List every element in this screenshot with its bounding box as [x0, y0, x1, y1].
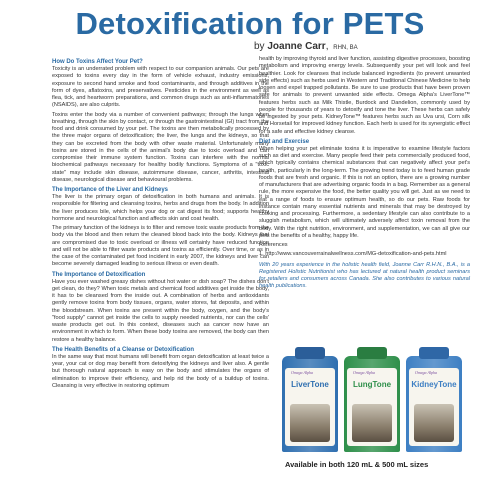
paragraph: In the same way that most humans will benefit from organ detoxification at least twice a year, your cat or dog may benefit from detoxifying the kidneys and liver also. A gentle but thorough natural approach is easy on the body and stimulates the organs of elimination to improve their efficiency, and help rid the body of a buildup of toxins. Cleansing is very effective in restoring optimum [52, 353, 269, 389]
bottle-label [409, 368, 459, 446]
section-heading: Diet and Exercise [259, 138, 310, 145]
brand-logo: Omega Alpha [291, 370, 314, 375]
paragraph: Toxins enter the body via a number of convenient pathways; through the lungs when breathing, through the skin by contact, or through the gastrointestinal (GI) tract from the food and drink consumed by your pet. The toxins are then metabolically processed by the three major organs of detoxification; the liver, the lungs and the kidneys, so that they can be excreted from the body with other waste material. Unfortunately many toxins are stored in the cells of the animal's body due to toxic overload and can compromise their immune system function. Toxins can interfere with the normal biochemical pathways necessary for healthy bodily functions. Symptoms of a "toxic state" may include skin disease, autoimmune disease, cancer, arthritis, intestinal disease, neurological disease and behavioural problems. [52, 111, 269, 183]
pet-image [352, 404, 392, 442]
byline-prefix: by [254, 41, 265, 52]
right-column [259, 56, 470, 293]
product-name: LiverTone [291, 380, 329, 389]
lungtone-bottle [344, 356, 400, 452]
section-heading: The Importance of Detoxification [52, 271, 146, 278]
pet-image [290, 404, 330, 442]
reference-link[interactable]: 1. http://www.vancouverrainalwellness.com/MG-detoxification-and-pets.html [259, 251, 447, 258]
brand-logo: Omega Alpha [353, 370, 376, 375]
product-name: KidneyTone [411, 380, 457, 389]
product-name: LungTone [352, 380, 392, 389]
bottle-label [285, 368, 335, 446]
livertone-bottle [282, 356, 338, 452]
brand-logo: Omega Alpha [415, 370, 438, 375]
section-heading: The Importance of the Liver and Kidneys [52, 187, 169, 193]
author-credentials: RHN, BA [333, 45, 358, 51]
kidneytone-bottle [406, 356, 462, 452]
byline: by Joanne Carr, RHN, BA [254, 41, 358, 52]
paragraph: Have you ever washed greasy dishes without hot water or dish soap? The dishes don't get clean, do they? When toxic metals and chemical food additives get inside the body, it has to be cleansed from the inside out. A combination of herbs and antioxidants gently remove toxins from body tissues, organs, water stores, fat deposits, and within the bloodstream. When toxins are present within the body, oxygen, and the body's "food supply" cannot get inside the cells to supply needed nutrients, nor can the cells' waste products get out. In this context, diseases such as cancer now have an environment in which to form. When these body toxins are removed, the body can then restore a healthy balance. [52, 278, 269, 343]
bottle-cap [357, 347, 387, 359]
left-column [52, 56, 269, 392]
article-title: Detoxification for PETS [75, 6, 425, 41]
author-bio: With 20 years experience in the holistic health field, Joanne Carr R.H.N., B.A., is a Registered Holistic Nutritionist who has lectured at natural health product seminars for retailers and consumers across Canada. She also contributes to various natural health publications. [259, 261, 470, 290]
pet-image [414, 404, 454, 442]
availability-caption: Available in both 120 mL & 500 mL sizes [285, 460, 429, 469]
bottle-cap [419, 347, 449, 359]
references-heading: References [259, 242, 288, 248]
author-name: Joanne Carr [267, 41, 326, 52]
product-photo [268, 346, 468, 452]
section-heading: How Do Toxins Affect Your Pet? [52, 59, 143, 65]
bottle-cap [295, 347, 325, 359]
bottle-label [347, 368, 397, 446]
paragraph: When helping your pet eliminate toxins it is imperative to examine lifestyle factors such as diet and exercise. Many people feed their pets commercially produced food, which typically contains chemical substances that can negatively affect your pet's health, particularly in the long-term. The growing trend today is to feed human grade foods that are fresh and organic. If this is not an option, there are a growing number of manufacturers that are advertising organic foods in a bag. Remember as a general rule, the more expensive the food, the better quality you will get. Just as we need to eat a range of foods to ensure optimum health, so do our pets. Raw foods for instance contain many essential nutrients and minerals that may be destroyed by cooking and processing. Furthermore, a sedentary lifestyle can also contribute to a sluggish metabolism, which will ultimately adversely affect toxin removal from the body. With the right nutrition, environment, and supplementation, we can all give our pets the benefits of a healthy, happy life. [259, 145, 470, 239]
paragraph: The primary function of the kidneys is to filter and remove toxic waste products from the body via the blood and then return the cleaned blood back into the body. Kidneys that are compromised due to toxic overload or illness will certainly have reduced function and will not be able to filter waste products and toxins as efficiently. Over time, or as in the case of the contaminated pet food incident in early 2007, the kidneys and liver can become severely damaged leading to serious illness or even death. [52, 225, 269, 268]
paragraph: health by improving thyroid and liver function, assisting digestive processes, boosting metabolism and improving energy levels. Subsequently your pet will look and feel healthier. Look for cleanses that include balanced ingredients (to prevent unwanted side effects) such as herbs used in Western and Traditional Chinese Medicine to help loosen and expel trapped pollutants. Be sure to use products that have been proven safe for animals to prevent unwanted side effects. Omega Alpha's LiverTone™ features herbs such as Milk Thistle, Burdock and Dandelion, commonly used by people for thousands of years to detoxify and tone the liver. These herbs can safely be ingested by your pets. KidneyTone™ features herbs such as Uva ursi, Corn silk and Horsetail for improved kidney function. Each herb is used for its synergistic effect for a safe and effective kidney cleanse. [259, 56, 470, 135]
section-heading: The Health Benefits of a Cleanse or Detoxification [52, 346, 195, 353]
paragraph: The liver is the primary organ of detoxification in both humans and animals. It is responsible for filtering and cleansing toxins, herbs and drugs from the body. In addition the liver produces bile, which helps your dog or cat digest its food; supports healthy hormone and neurological function and affects skin and coat health. [52, 194, 269, 222]
paragraph: Toxicity is an underrated problem with respect to our companion animals. Our pets are exposed to toxins every day in the form of vehicle exhaust, industry emissions, exposure to second hand smoke and food contaminants, and through additives in the form of dyes, aflatoxins, and preservatives. Pesticides in the environment as well as flea, tick, and heartworm preparations, and common drugs such as anti-inflammatories (NSAIDS), are also culprits. [52, 66, 269, 109]
